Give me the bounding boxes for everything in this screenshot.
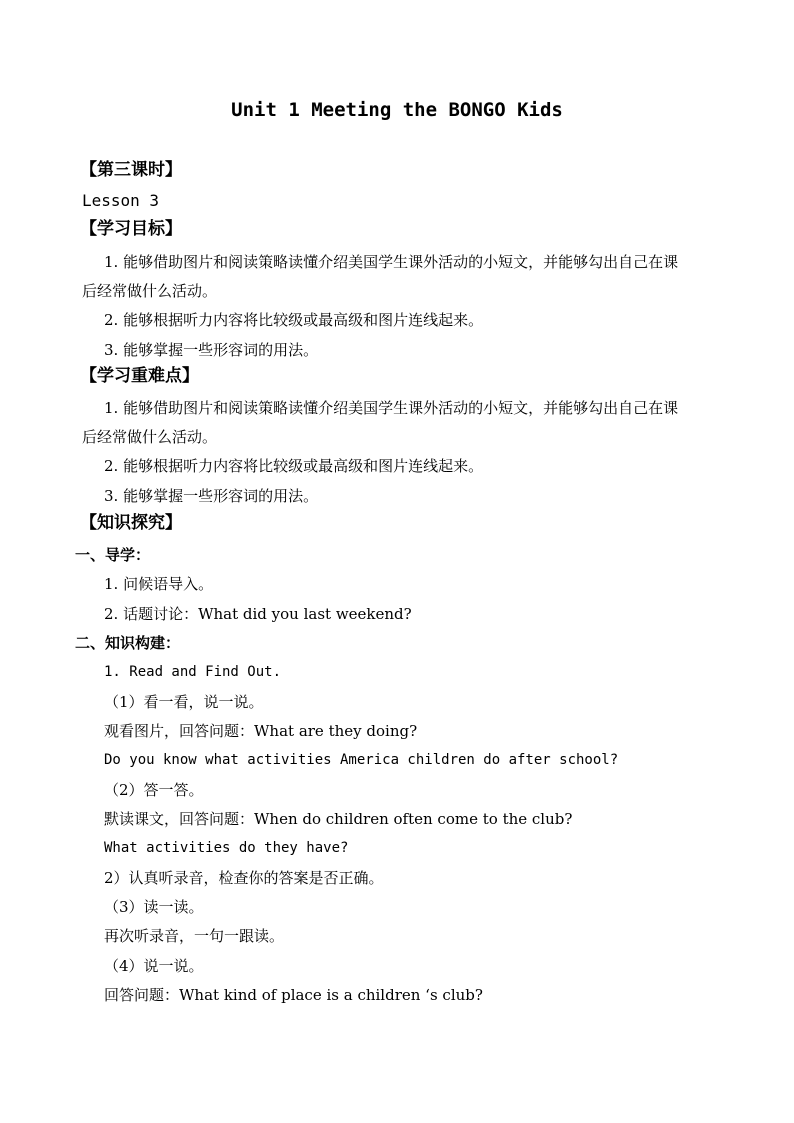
objectives-heading: 【学习目标】 (80, 219, 182, 239)
part2-line: Do you know what activities America children do after school? (104, 752, 619, 768)
part2-line: （1）看一看，说一说。 (104, 693, 264, 711)
part2-title: 二、知识构建： (75, 634, 181, 652)
part2-line: （2）答一答。 (104, 781, 204, 799)
part1-title: 一、导学： (75, 546, 151, 564)
key-points-heading: 【学习重难点】 (80, 366, 199, 386)
lesson-label: Lesson 3 (82, 191, 160, 210)
part1-item: 1. 问候语导入。 (104, 575, 214, 593)
part2-line: 回答问题：What kind of place is a children ‘s club? (104, 986, 483, 1004)
part2-line: What activities do they have? (104, 840, 349, 856)
objective-item: 2. 能够根据听力内容将比较级或最高级和图片连线起来。 (104, 311, 484, 329)
document-title: Unit 1 Meeting the BONGO Kids (231, 99, 563, 121)
period-heading: 【第三课时】 (80, 160, 182, 180)
objective-item: 后经常做什么活动。 (82, 282, 218, 300)
part2-line: （4）说一说。 (104, 957, 204, 975)
part2-line: 默读课文，回答问题：When do children often come to the club? (104, 810, 573, 828)
objective-item: 1. 能够借助图片和阅读策略读懂介绍美国学生课外活动的小短文，并能够勾出自己在课 (104, 253, 679, 271)
inquiry-heading: 【知识探究】 (80, 513, 182, 533)
part1-item: 2. 话题讨论：What did you last weekend? (104, 605, 412, 623)
part2-line: 2）认真听录音，检查你的答案是否正确。 (104, 869, 384, 887)
key-point-item: 2. 能够根据听力内容将比较级或最高级和图片连线起来。 (104, 457, 484, 475)
part2-line: 1. Read and Find Out. (104, 664, 282, 680)
key-point-item: 3. 能够掌握一些形容词的用法。 (104, 487, 319, 505)
part2-line: 观看图片，回答问题：What are they doing? (104, 722, 418, 740)
part2-line: （3）读一读。 (104, 898, 204, 916)
objective-item: 3. 能够掌握一些形容词的用法。 (104, 341, 319, 359)
key-point-item: 后经常做什么活动。 (82, 428, 218, 446)
part2-line: 再次听录音，一句一跟读。 (104, 927, 285, 945)
key-point-item: 1. 能够借助图片和阅读策略读懂介绍美国学生课外活动的小短文，并能够勾出自己在课 (104, 399, 679, 417)
